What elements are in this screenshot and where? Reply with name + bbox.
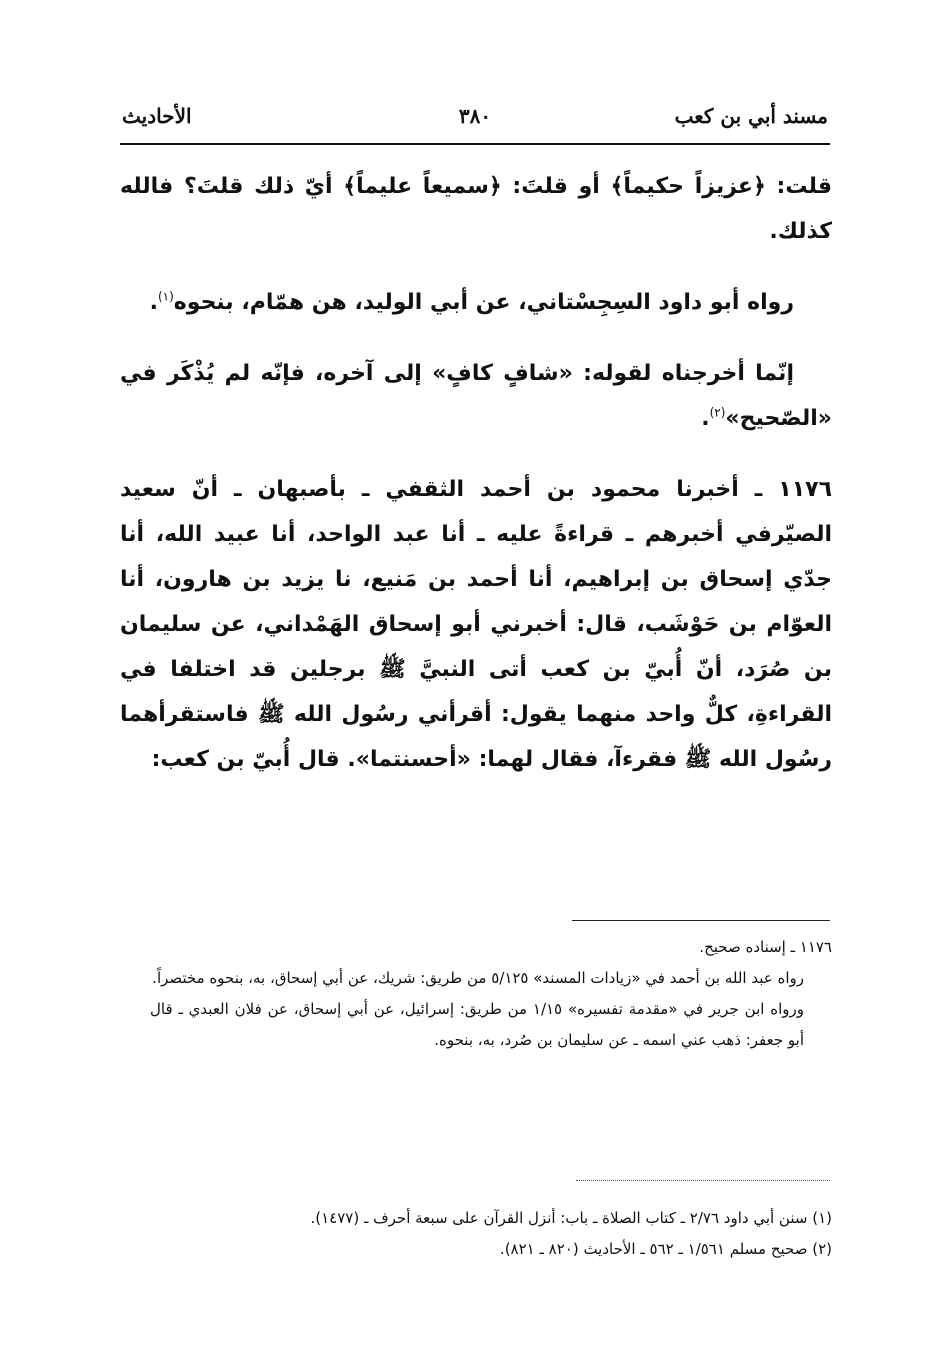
paragraph-3-text: إنّما أخرجناه لقوله: «شافٍ كافٍ» إلى آخره، فإنّه لم يُذْكَر في «الصّحيح» (120, 361, 832, 431)
footnote-1: (١) سنن أبي داود ٢/٧٦ ـ كتاب الصلاة ـ باب: أنزل القرآن على سبعة أحرف ـ (١٤٧٧). (310, 1209, 832, 1227)
header-rule (120, 143, 830, 145)
main-text (120, 164, 832, 782)
hadith-1176-text: ١١٧٦ ـ أخبرنا محمود بن أحمد الثقفي ـ بأصبهان ـ أنّ سعيد الصيّرفي أخبرهم ـ قراءةً عليه ـ أنا عبد الواحد، أنا عبيد الله، أنا جدّي إسحاق بن إبراهيم، أنا أحمد بن مَنيع، نا يزيد بن هارون، أنا العوّام بن حَوْشَب، قال: أخبرني أبو إسحاق الهَمْداني، عن سليمان بن صُرَد، أنّ أُبيّ بن كعب أتى النبيَّ ﷺ برجلين قد اختلفا في القراءةِ، كلٌّ واحد منهما يقول: أقرأني رسُول الله ﷺ فاستقرأهما رسُول الله ﷺ فقرءآ، فقال لهما: «أحسنتما». قال أُبيّ بن كعب: (120, 477, 832, 772)
note-source-1: رواه عبد الله بن أحمد في «زيادات المسند» ٥/١٢٥ من طريق: شريك، عن أبي إسحاق، به، بنحوه مختصراً. (152, 969, 804, 987)
hadith-1176 (120, 467, 832, 782)
paragraph-3-end: . (701, 406, 710, 431)
running-title: مسند أبي بن كعب (674, 104, 828, 128)
takhrij-notes (150, 932, 832, 1056)
paragraph-3 (120, 351, 832, 441)
note-source-2: ورواه ابن جرير في «مقدمة تفسيره» ١/١٥ من طريق: إسرائيل، عن أبي إسحاق، عن فلان العبدي ـ قال أبو جعفر: ذهب عني اسمه ـ عن سليمان بن صُرد، به، بنحوه. (150, 1000, 804, 1049)
footnote-2: (٢) صحيح مسلم ١/٥٦١ ـ ٥٦٢ ـ الأحاديث (٨٢٠ ـ ٨٢١). (499, 1240, 832, 1258)
page-number: ٣٨٠ (458, 104, 492, 128)
footnotes (130, 1203, 832, 1265)
footnote-ref-1: (١) (157, 289, 174, 304)
footnotes-rule (576, 1180, 830, 1181)
paragraph-1-text: قلت: ﴿عزيزاً حكيماً﴾ أو قلتَ: ﴿سميعاً عليماً﴾ أيّ ذلك قلتَ؟ فالله كذلك. (120, 174, 832, 244)
note-grading: ١١٧٦ ـ إسناده صحيح. (699, 938, 832, 956)
notes-rule (572, 920, 830, 921)
paragraph-2 (120, 280, 832, 325)
page-header (122, 96, 828, 136)
section-title: الأحاديث (122, 104, 192, 128)
paragraph-2-end: . (149, 290, 158, 315)
paragraph-1 (120, 164, 832, 254)
footnote-ref-2: (٢) (709, 405, 726, 420)
paragraph-2-text: رواه أبو داود السِجِسْتاني، عن أبي الوليد، هن همّام، بنحوه (173, 290, 794, 315)
